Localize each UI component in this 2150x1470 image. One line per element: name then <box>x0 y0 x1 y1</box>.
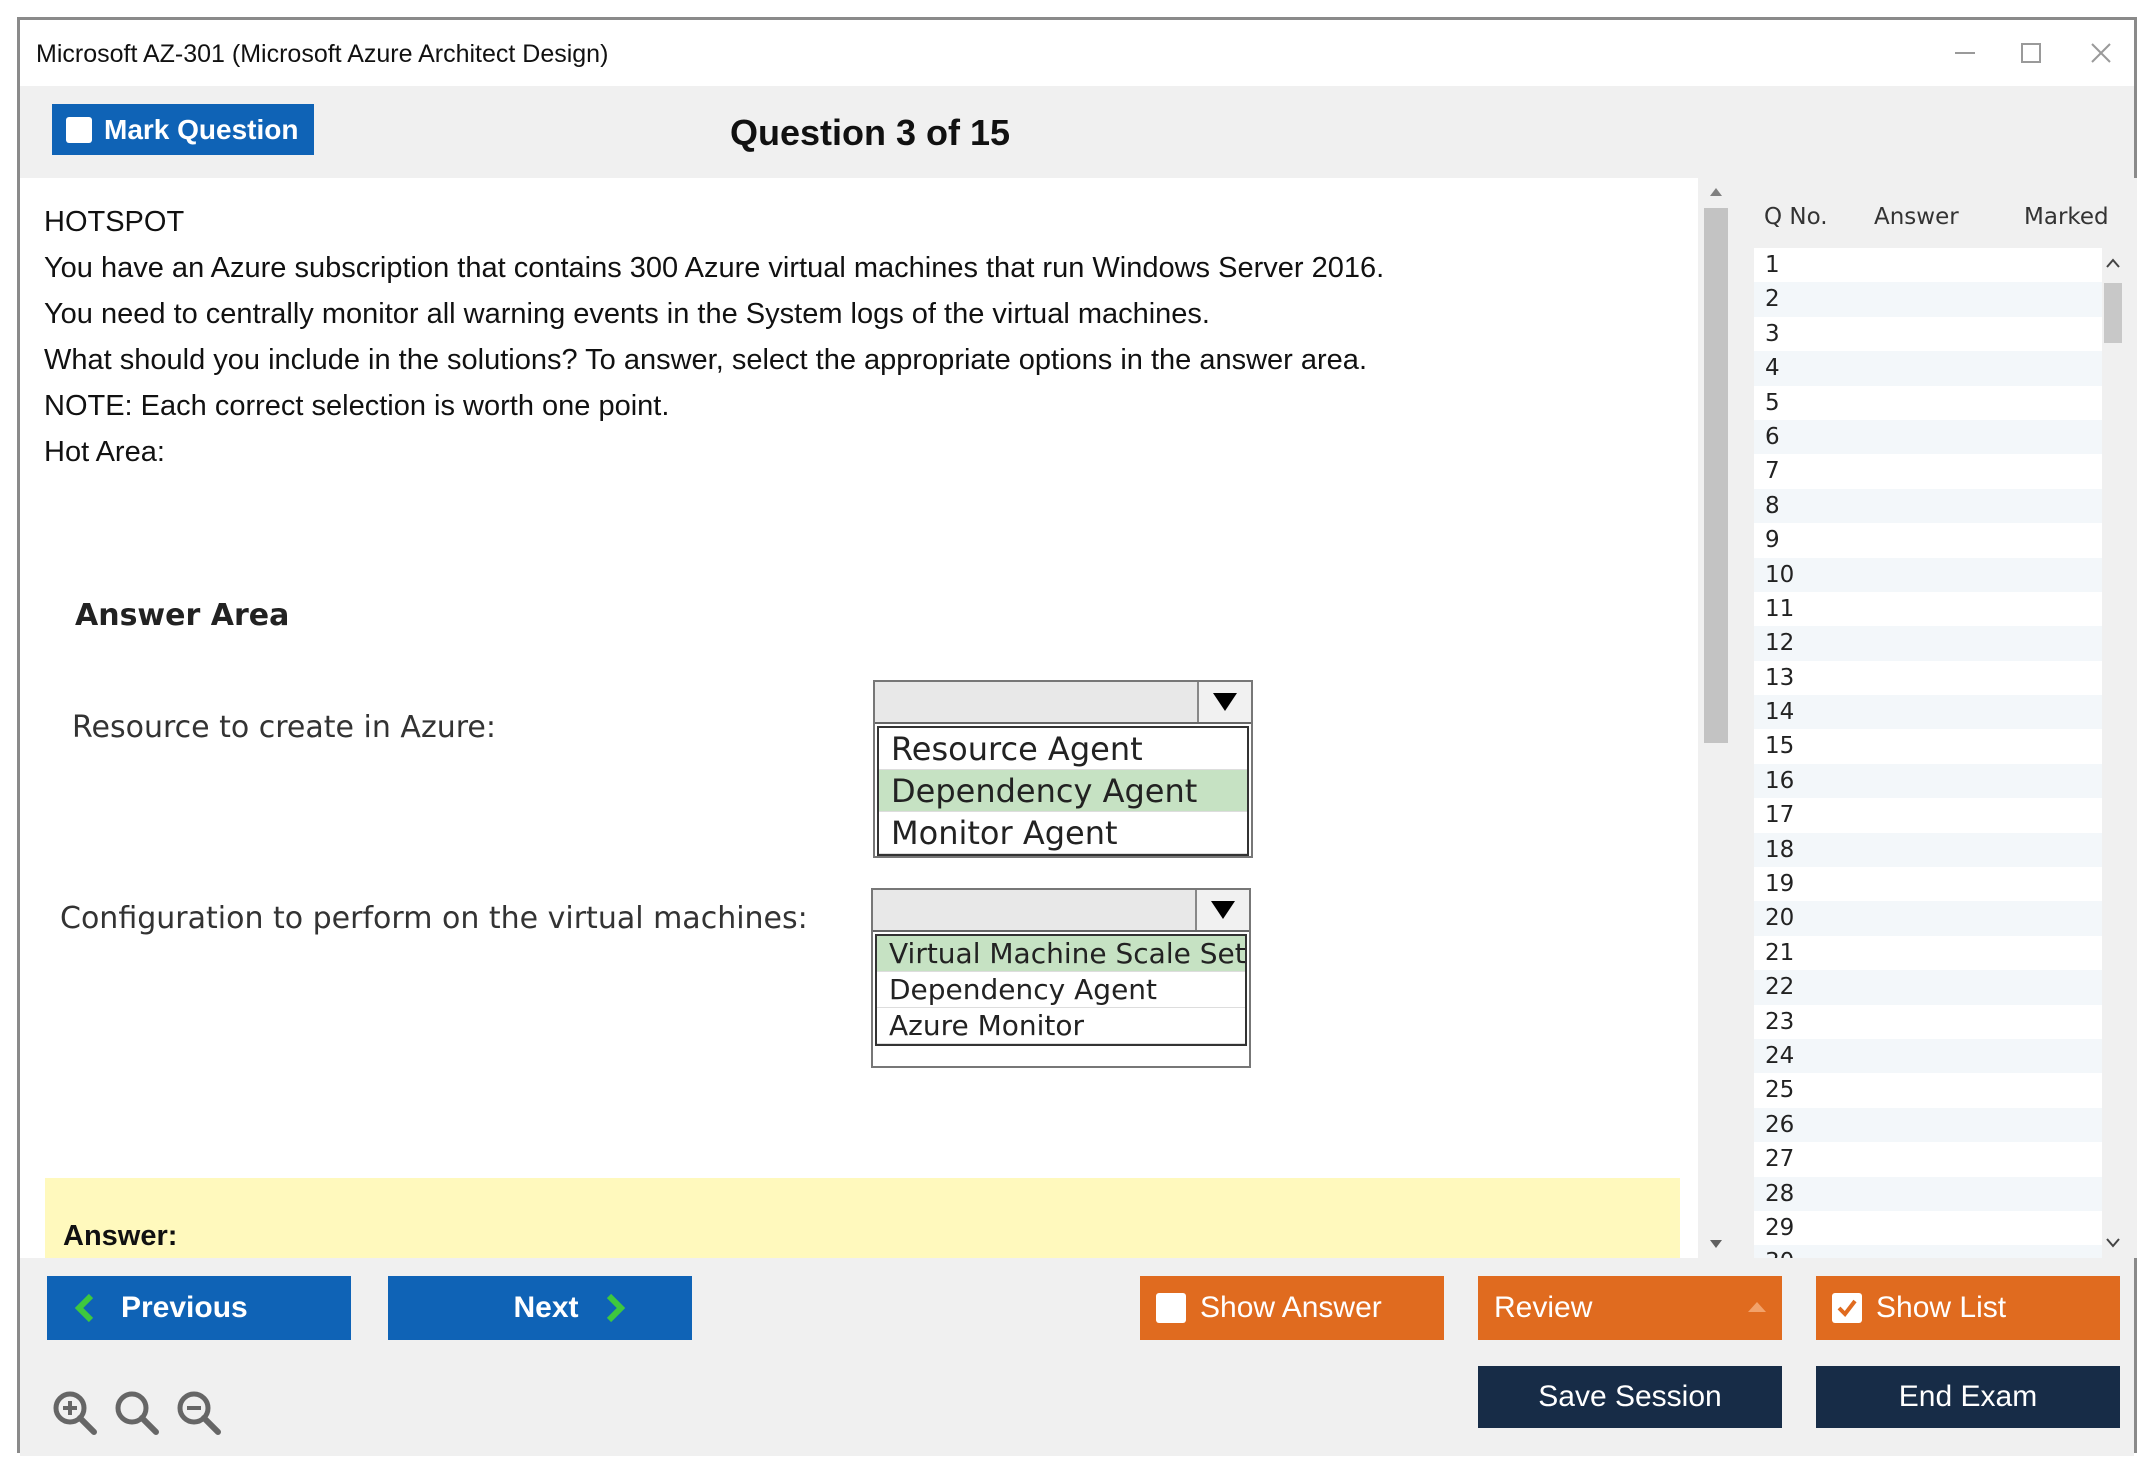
scroll-up-icon[interactable] <box>1698 178 1734 206</box>
checkbox-icon <box>1156 1293 1186 1323</box>
answer-section <box>45 1178 1680 1268</box>
end-exam-label: End Exam <box>1898 1380 2038 1413</box>
list-item[interactable]: 17 <box>1765 802 1795 829</box>
question-content <box>20 178 1695 1258</box>
end-exam-button[interactable] <box>1816 1366 2120 1428</box>
list-item[interactable]: 23 <box>1765 1008 1795 1035</box>
dropdown-options <box>875 934 1247 1046</box>
zoom-in-icon[interactable] <box>50 1388 100 1438</box>
window-title: Microsoft AZ-301 (Microsoft Azure Architect Design) <box>36 40 609 68</box>
list-item[interactable]: 29 <box>1765 1214 1795 1241</box>
list-item[interactable]: 27 <box>1765 1146 1795 1173</box>
review-button[interactable] <box>1478 1276 1782 1340</box>
list-item[interactable]: 16 <box>1754 764 2104 798</box>
question-counter: Question 3 of 15 <box>729 112 1011 153</box>
list-item[interactable]: 4 <box>1754 351 2104 385</box>
caret-up-icon <box>1746 1300 1768 1314</box>
list-item[interactable]: 2 <box>1754 282 2104 316</box>
list-item[interactable]: 28 <box>1754 1177 2104 1211</box>
question-list-panel <box>1734 178 2137 1258</box>
question-line: What should you include in the solutions? To answer, select the appropriate options in the answer area. <box>44 344 1367 376</box>
list-item[interactable]: 8 <box>1754 489 2104 523</box>
show-answer-label: Show Answer <box>1200 1291 1382 1324</box>
zoom-out-icon[interactable] <box>174 1388 224 1438</box>
list-item[interactable]: 20 <box>1754 901 2104 935</box>
column-header-answer: Answer <box>1874 204 1959 230</box>
list-item[interactable]: 10 <box>1754 558 2104 592</box>
question-counter-wrap <box>20 86 1720 178</box>
list-item[interactable]: 19 <box>1765 871 1795 898</box>
chevron-right-icon <box>605 1293 627 1323</box>
list-item[interactable]: 3 <box>1765 320 1780 347</box>
app-window <box>17 17 2137 1453</box>
chevron-left-icon <box>73 1293 95 1323</box>
next-button[interactable] <box>388 1276 692 1340</box>
previous-button[interactable] <box>47 1276 351 1340</box>
list-item[interactable]: 22 <box>1754 970 2104 1004</box>
answer-area-title: Answer Area <box>75 598 290 633</box>
previous-label: Previous <box>121 1291 248 1324</box>
list-item[interactable]: 25 <box>1765 1077 1795 1104</box>
answer-area-image <box>20 598 1695 1098</box>
close-icon[interactable] <box>2066 30 2136 76</box>
dropdown-option-selected[interactable]: Dependency Agent <box>879 770 1247 812</box>
list-item[interactable]: 15 <box>1765 733 1795 760</box>
scroll-thumb[interactable] <box>1704 208 1728 743</box>
minimize-icon[interactable] <box>1930 30 2000 76</box>
configuration-label: Configuration to perform on the virtual machines: <box>60 901 808 936</box>
list-item[interactable]: 9 <box>1765 527 1780 554</box>
question-header <box>20 86 2134 178</box>
maximize-icon[interactable] <box>1996 30 2066 76</box>
question-line: NOTE: Each correct selection is worth one point. <box>44 390 670 422</box>
chevron-up-icon[interactable] <box>2102 248 2124 278</box>
question-line: You have an Azure subscription that contains 300 Azure virtual machines that run Windows Server 2016. <box>44 252 1385 284</box>
list-item[interactable]: 5 <box>1765 389 1780 416</box>
dropdown-header[interactable] <box>875 682 1251 724</box>
list-item[interactable]: 13 <box>1765 664 1795 691</box>
list-item[interactable]: 12 <box>1754 626 2104 660</box>
navigation-bar <box>20 1258 2134 1456</box>
list-item[interactable]: 18 <box>1754 833 2104 867</box>
title-bar <box>20 20 2134 86</box>
list-item[interactable]: 24 <box>1754 1039 2104 1073</box>
question-line: You need to centrally monitor all warning events in the System logs of the virtual machines. <box>44 298 1210 330</box>
show-answer-button[interactable] <box>1140 1276 1444 1340</box>
checkbox-checked-icon <box>1832 1293 1862 1323</box>
save-session-button[interactable] <box>1478 1366 1782 1428</box>
question-list-header <box>1734 178 2137 236</box>
question-line: Hot Area: <box>44 436 165 468</box>
list-item[interactable]: 26 <box>1754 1108 2104 1142</box>
question-list-scrollbar[interactable] <box>2102 248 2124 1258</box>
column-header-marked: Marked <box>2024 204 2109 230</box>
list-item[interactable]: 7 <box>1765 458 1780 485</box>
dropdown-option[interactable]: Monitor Agent <box>879 812 1247 854</box>
review-label: Review <box>1494 1291 1593 1324</box>
list-item[interactable]: 14 <box>1754 695 2104 729</box>
dropdown-options <box>877 726 1249 856</box>
next-label: Next <box>513 1291 579 1324</box>
list-item[interactable]: 21 <box>1765 939 1795 966</box>
show-list-label: Show List <box>1876 1291 2007 1324</box>
question-list <box>1754 248 2124 1258</box>
dropdown-arrow-icon[interactable] <box>1197 682 1251 722</box>
resource-label: Resource to create in Azure: <box>72 710 496 745</box>
chevron-down-icon[interactable] <box>2102 1228 2124 1258</box>
scroll-thumb[interactable] <box>2104 283 2122 343</box>
search-icon[interactable] <box>112 1388 162 1438</box>
mark-question-label: Mark Question <box>104 113 299 145</box>
dropdown-header[interactable] <box>873 890 1249 932</box>
dropdown-option[interactable]: Dependency Agent <box>877 972 1245 1008</box>
scroll-down-icon[interactable] <box>1698 1230 1734 1258</box>
question-list-rows <box>1754 248 2104 1280</box>
column-header-qno: Q No. <box>1764 204 1828 230</box>
list-item[interactable]: 6 <box>1754 420 2104 454</box>
save-session-label: Save Session <box>1538 1380 1722 1413</box>
resource-dropdown[interactable] <box>873 680 1253 858</box>
content-scrollbar[interactable] <box>1698 178 1734 1258</box>
dropdown-option-selected[interactable]: Virtual Machine Scale Set <box>877 936 1245 972</box>
question-type: HOTSPOT <box>44 206 185 238</box>
show-list-button[interactable] <box>1816 1276 2120 1340</box>
dropdown-option[interactable]: Azure Monitor <box>877 1008 1245 1044</box>
list-item[interactable]: 1 <box>1765 252 1780 278</box>
dropdown-arrow-icon[interactable] <box>1195 890 1249 930</box>
dropdown-option[interactable]: Resource Agent <box>879 728 1247 770</box>
answer-label: Answer: <box>63 1220 178 1252</box>
list-item[interactable]: 11 <box>1765 595 1795 622</box>
configuration-dropdown[interactable] <box>871 888 1251 1068</box>
